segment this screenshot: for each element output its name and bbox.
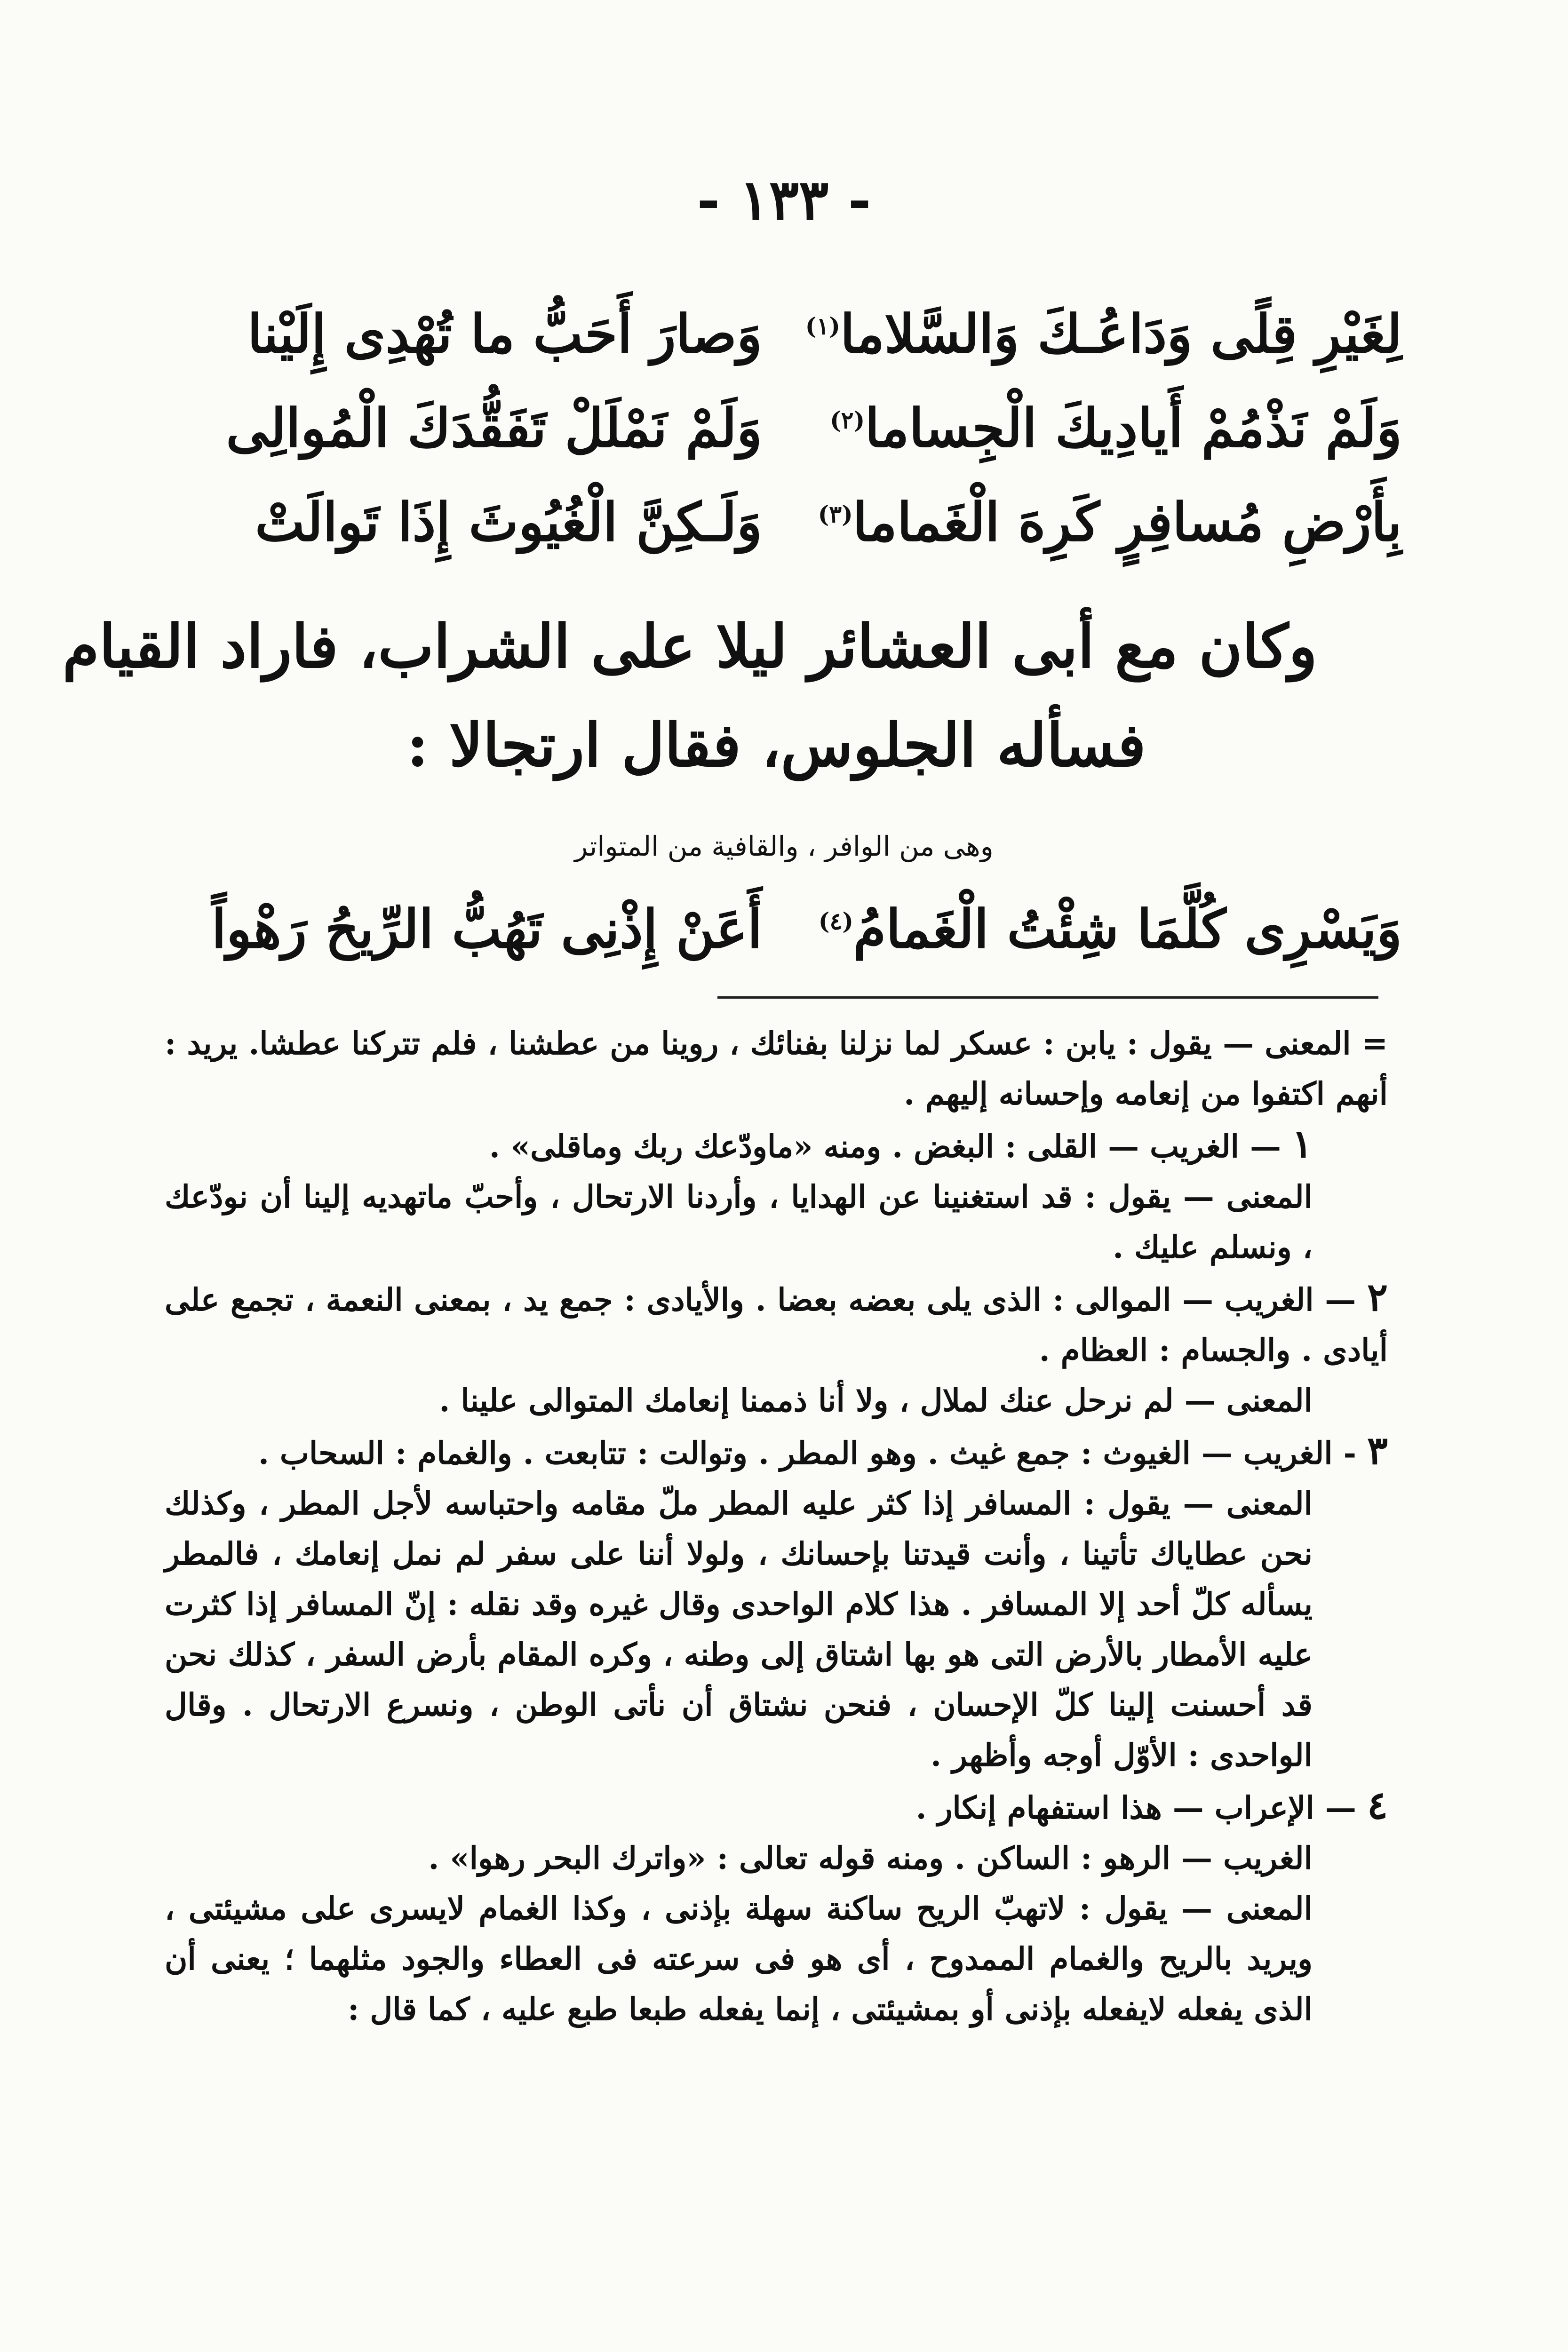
- page-number: - ١٣٣ -: [697, 167, 871, 232]
- note-label: — الغريب —: [1108, 1128, 1281, 1165]
- note-label: — الإعراب —: [1172, 1789, 1356, 1826]
- verse-line: [198, 383, 1402, 473]
- note-paragraph: [165, 1375, 1388, 1426]
- verse-text: لِغَيْرِ قِلًى وَدَاعُـكَ وَالسَّلاما: [840, 303, 1402, 365]
- note-paragraph: [165, 1172, 1388, 1272]
- section-heading-line-1: وكان مع أبى العشائر ليلا على الشراب، فاراد القيام: [62, 612, 1317, 681]
- note-text: يقول : لاتهبّ الريح ساكنة سهلة بإذنى ، وكذا الغمام لايسرى على مشيئتى ، ويريد بالريح والغمام الممدوح ، أى هو فى سرعته فى العطاء والجود مثلهما ؛ يعنى أن الذى يفعله لايفعله بإذنى أو بمشيئتى ، إنما يفعله طبعا طبع عليه ، كما قال :: [165, 1890, 1313, 2027]
- note-text: يقول : المسافر إذا كثر عليه المطر ملّ مقامه واحتباسه لأجل المطر ، وكذلك نحن عطاياك تأتينا ، وأنت قيدتنا بإحسانك ، ولولا أننا على سفر لم نمل إنعامك ، فالمطر يسأله كلّ أحد إلا المسافر . هذا كلام الواحدى وقال غيره وقد نقله : إنّ المسافر إذا كثرت عليه الأمطار بالأرض التى هو بها اشتاق إلى وطنه ، وكره المقام بأرض السفر ، كذلك نحن قد أحسنت إلينا كلّ الإحسان ، فنحن نشتاق أن نأتى الوطن ، ونسرع الارتحال . وقال الواحدى : الأوّل أوجه وأظهر .: [165, 1485, 1313, 1773]
- verse-first-hemistich: وَلَـكِنَّ الْغُيُوثَ إِذَا تَوالَتْ: [255, 491, 762, 553]
- note-paragraph: [165, 1426, 1388, 1478]
- note-text: يقول : يابن : عسكر لما نزلنا بفنائك ، روينا من عطشنا ، فلم تتركنا عطشا. يريد : أنهم اكتفوا من إنعامه وإحسانه إليهم .: [165, 1025, 1388, 1112]
- note-paragraph: [165, 1883, 1388, 2034]
- footnote-marker: (٤): [818, 907, 853, 935]
- footnote-marker: (١): [805, 312, 840, 340]
- verse-second-hemistich: [830, 397, 1402, 459]
- note-text: القلى : البغض . ومنه «ماودّعك ربك وماقلى» .: [489, 1128, 1098, 1165]
- note-paragraph: [165, 1119, 1388, 1172]
- verse-line: [198, 289, 1402, 379]
- meter-note: وهى من الوافر ، والقافية من المتواتر: [574, 830, 994, 862]
- note-paragraph: [165, 1833, 1388, 1883]
- verse-text: وَيَسْرِى كُلَّمَا شِئْتُ الْغَمامُ: [853, 898, 1402, 960]
- note-label: — الغريب —: [1182, 1281, 1356, 1318]
- note-label: - الغريب — الغيوث :: [1080, 1435, 1356, 1471]
- verse-first-hemistich: أَعَنْ إِذْنِى تَهُبُّ الرِّيحُ رَهْواً: [211, 898, 762, 960]
- note-number: ٤: [1367, 1783, 1388, 1828]
- verse-first-hemistich: وَصارَ أَحَبُّ ما تُهْدِى إِلَيْنا: [247, 303, 762, 365]
- verse-line: [198, 477, 1402, 567]
- note-paragraph: [165, 1272, 1388, 1375]
- verse-line: [198, 884, 1402, 974]
- verse-second-hemistich: [805, 303, 1402, 365]
- note-text: الموالى : الذى يلى بعضه بعضا . والأيادى : جمع يد ، بمعنى النعمة ، تجمع على أيادى . والجسام : العظام .: [165, 1281, 1388, 1368]
- note-label: المعنى —: [1183, 1485, 1313, 1522]
- footnote-divider: [717, 996, 1378, 999]
- note-paragraph: [165, 1018, 1388, 1119]
- note-text: الرهو : الساكن . ومنه قوله تعالى : «واترك البحر رهوا» .: [428, 1840, 1171, 1876]
- note-number: ٢: [1367, 1275, 1388, 1320]
- footnotes: [165, 1018, 1388, 2034]
- note-paragraph: [165, 1780, 1388, 1833]
- verse-second-hemistich: [818, 898, 1402, 960]
- note-number: ١: [1291, 1121, 1313, 1167]
- section-heading-line-2: فسأله الجلوس، فقال ارتجالا :: [406, 710, 1146, 780]
- verse-first-hemistich: وَلَمْ نَمْلَلْ تَفَقُّدَكَ الْمُوالِى: [226, 397, 762, 459]
- note-text: هذا استفهام إنكار .: [915, 1789, 1162, 1826]
- note-number: ٣: [1367, 1428, 1388, 1473]
- note-label: المعنى —: [1184, 1382, 1313, 1419]
- note-text: جمع غيث . وهو المطر . وتوالت : تتابعت . والغمام : السحاب .: [258, 1435, 1070, 1471]
- footnote-marker: (٢): [830, 406, 865, 434]
- note-label: الغريب —: [1181, 1840, 1313, 1876]
- footnote-marker: (٣): [818, 500, 853, 528]
- note-text: لم نرحل عنك لملال ، ولا أنا ذممنا إنعامك المتوالى علينا .: [439, 1382, 1174, 1419]
- verse-text: بِأَرْضِ مُسافِرٍ كَرِهَ الْغَماما: [852, 491, 1402, 553]
- note-label: = المعنى —: [1223, 1025, 1388, 1062]
- note-paragraph: [165, 1478, 1388, 1780]
- note-label: المعنى —: [1181, 1890, 1313, 1927]
- verse-second-hemistich: [818, 491, 1402, 553]
- note-text: يقول : قد استغنينا عن الهدايا ، وأردنا الارتحال ، وأحبّ ماتهديه إلينا أن نودّعك ، ونسلم عليك .: [165, 1178, 1313, 1265]
- note-label: المعنى —: [1183, 1178, 1313, 1215]
- verse-text: وَلَمْ نَذْمُمْ أَيادِيكَ الْجِساما: [865, 397, 1402, 459]
